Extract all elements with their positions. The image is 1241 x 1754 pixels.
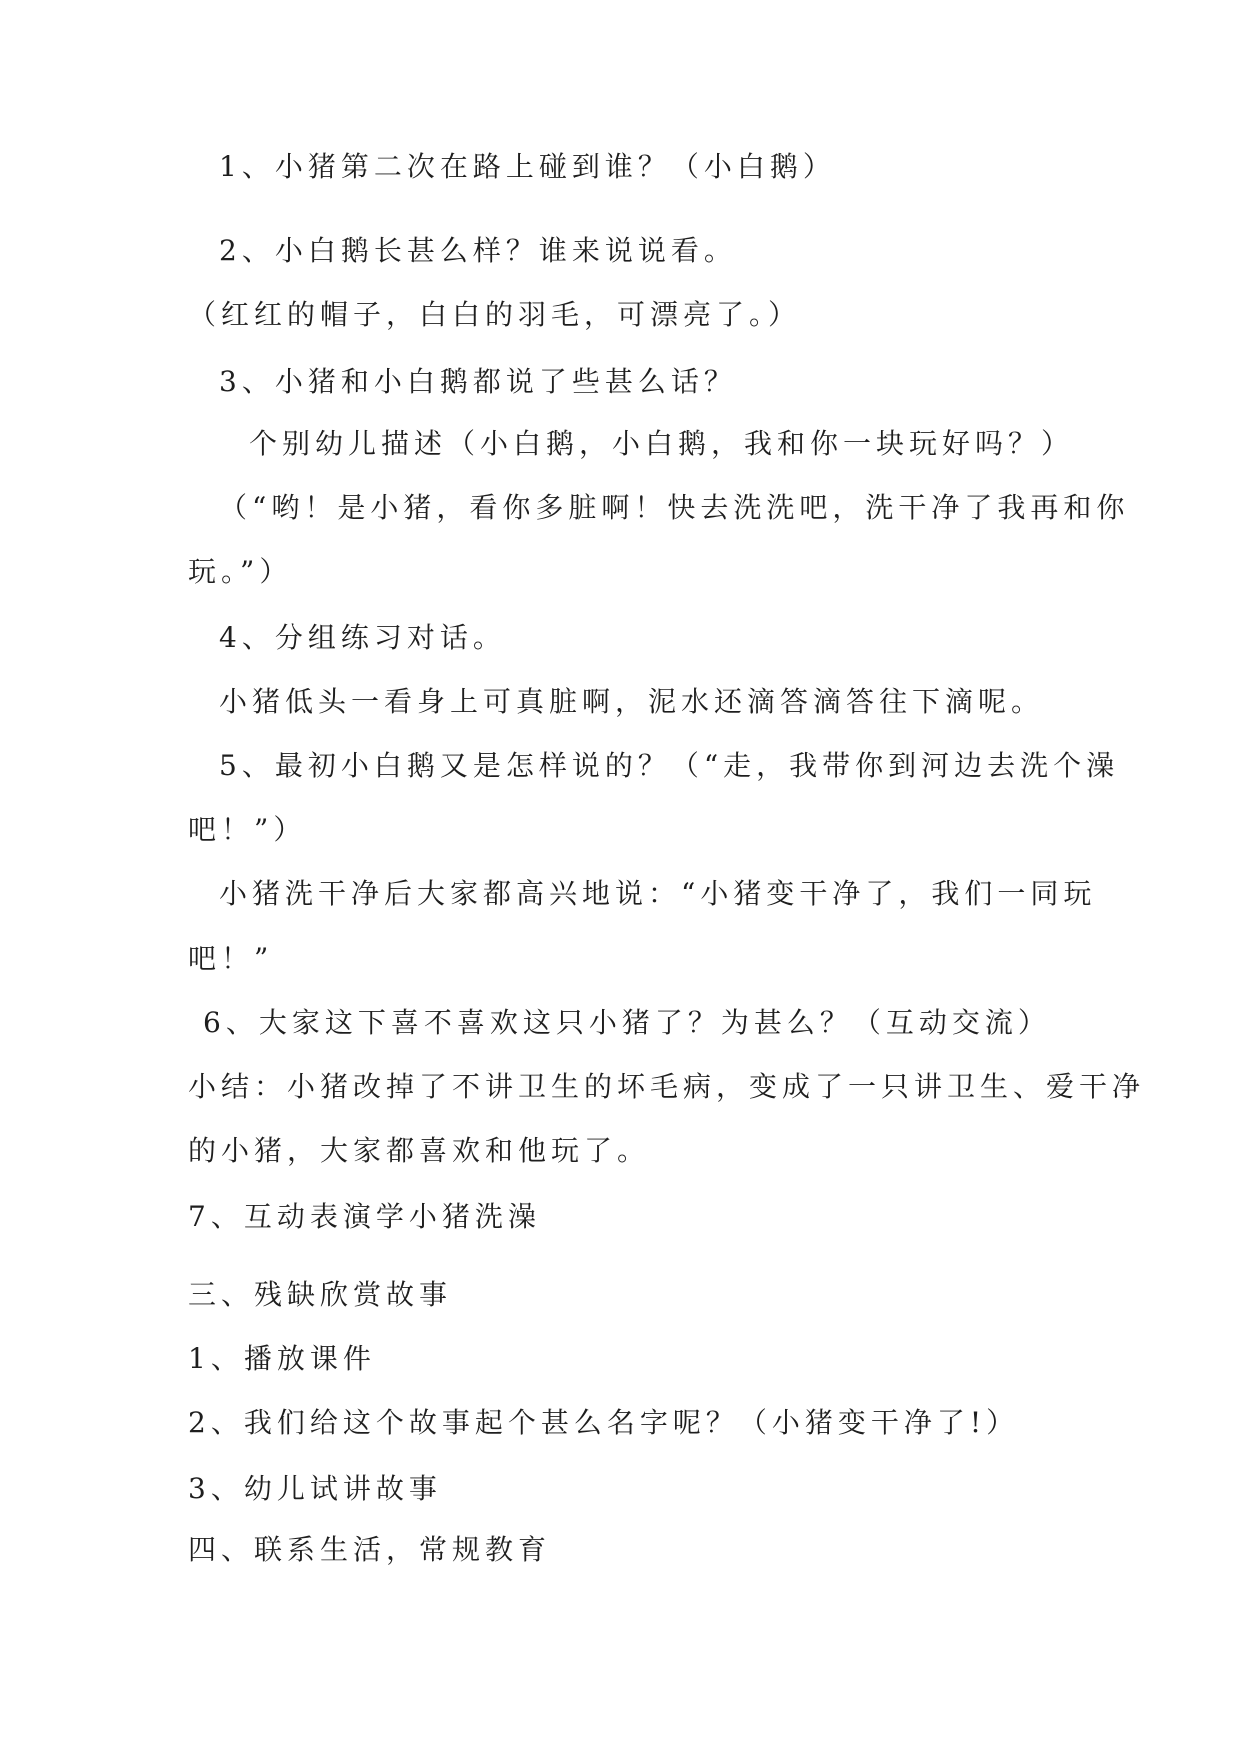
- answer-3-line-1: 个别幼儿描述（小白鹅，小白鹅，我和你一块玩好吗？）: [249, 427, 1075, 460]
- question-5: 5、最初小白鹅又是怎样说的？（“走，我带你到河边去洗个澡: [219, 749, 1120, 782]
- step-7: 7、互动表演学小猪洗澡: [188, 1200, 541, 1233]
- answer-3-line-2: （“哟！是小猪，看你多脏啊！快去洗洗吧，洗干净了我再和你: [219, 491, 1130, 524]
- section-3-heading: 三、残缺欣赏故事: [188, 1278, 453, 1311]
- answer-3-line-3: 玩。”）: [188, 555, 293, 588]
- step-5-detail: 小猪洗干净后大家都高兴地说：“小猪变干净了，我们一同玩: [219, 877, 1097, 910]
- question-1: 1、小猪第二次在路上碰到谁？（小白鹅）: [219, 150, 836, 183]
- summary-line-2: 的小猪，大家都喜欢和他玩了。: [188, 1134, 651, 1167]
- section-3-item-2: 2、我们给这个故事起个甚么名字呢？（小猪变干净了!）: [188, 1406, 1020, 1439]
- summary-line-1: 小结：小猪改掉了不讲卫生的坏毛病，变成了一只讲卫生、爱干净: [188, 1070, 1146, 1103]
- step-4-detail: 小猪低头一看身上可真脏啊，泥水还滴答滴答往下滴呢。: [219, 685, 1045, 718]
- question-5-cont: 吧！”）: [188, 813, 307, 846]
- step-4: 4、分组练习对话。: [219, 621, 506, 654]
- answer-2: （红红的帽子，白白的羽毛，可漂亮了。）: [188, 298, 802, 331]
- step-5-detail-cont: 吧！”: [188, 942, 274, 975]
- section-3-item-3: 3、幼儿试讲故事: [188, 1472, 442, 1505]
- question-6: 6、大家这下喜不喜欢这只小猪了？为甚么？（互动交流）: [203, 1006, 1051, 1039]
- question-2: 2、小白鹅长甚么样？谁来说说看。: [219, 234, 737, 267]
- question-3: 3、小猪和小白鹅都说了些甚么话？: [219, 365, 737, 398]
- section-4-heading: 四、联系生活，常规教育: [188, 1533, 552, 1566]
- section-3-item-1: 1、播放课件: [188, 1342, 376, 1375]
